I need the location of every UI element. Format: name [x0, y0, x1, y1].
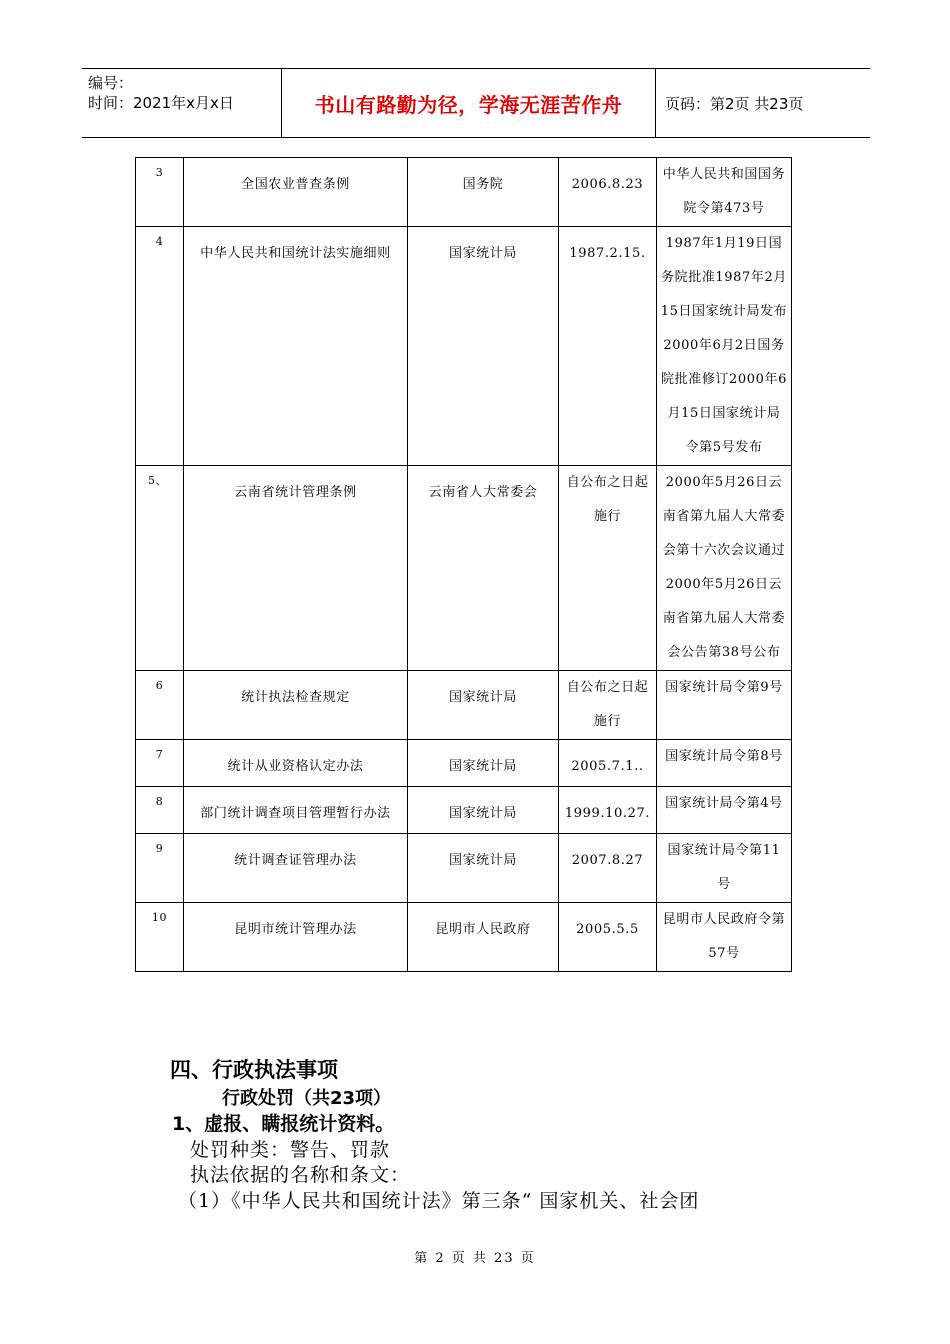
regulation-date	[559, 466, 657, 671]
regulation-date: 1999.10.27.	[559, 787, 657, 834]
regulation-issuer: 国务院	[408, 158, 559, 227]
table-row	[136, 227, 792, 466]
regulations-table	[135, 157, 792, 972]
document-number-label: 编号：	[88, 74, 134, 92]
regulation-issuer: 国家统计局	[408, 740, 559, 787]
note-line: 国家统计局令第8号	[665, 749, 783, 764]
row-number: 10	[136, 903, 184, 972]
regulation-note	[657, 787, 792, 834]
regulation-issuer: 国家统计局	[408, 834, 559, 903]
note-line: 务院批准1987年2月	[661, 270, 787, 285]
row-number: 3	[136, 158, 184, 227]
note-line: 月15日国家统计局	[667, 406, 781, 421]
table-row	[136, 903, 792, 972]
note-line: 院令第473号	[683, 201, 765, 216]
regulation-name: 统计从业资格认定办法	[184, 740, 408, 787]
regulation-name: 中华人民共和国统计法实施细则	[184, 227, 408, 466]
item-title: 1、虚报、瞒报统计资料。	[172, 1113, 395, 1135]
date-line: 自公布之日起	[566, 680, 649, 695]
note-line: 院批准修订2000年6	[661, 372, 787, 387]
note-line: 南省第九届人大常委	[662, 509, 786, 524]
row-number: 8	[136, 787, 184, 834]
regulation-name: 昆明市统计管理办法	[184, 903, 408, 972]
regulation-issuer: 国家统计局	[408, 227, 559, 466]
date-line: 施行	[593, 714, 622, 729]
row-number: 7	[136, 740, 184, 787]
regulation-name: 统计调查证管理办法	[184, 834, 408, 903]
table-row	[136, 740, 792, 787]
table-row	[136, 158, 792, 227]
regulation-note	[657, 466, 792, 671]
regulation-issuer: 国家统计局	[408, 787, 559, 834]
regulations-table-body	[136, 158, 792, 972]
table-row	[136, 671, 792, 740]
page-footer: 第 2 页 共 23 页	[414, 1251, 536, 1266]
header-meta	[82, 69, 282, 137]
note-line: 15日国家统计局发布	[660, 304, 788, 319]
note-line: 57号	[708, 946, 740, 961]
date-line: 自公布之日起	[566, 475, 649, 490]
penalty-type-text: 处罚种类：警告、罚款	[190, 1139, 391, 1161]
regulation-issuer: 国家统计局	[408, 671, 559, 740]
note-line: 会第十六次会议通过	[662, 543, 786, 558]
regulation-note	[657, 834, 792, 903]
table-row	[136, 787, 792, 834]
regulation-date	[559, 671, 657, 740]
regulation-note	[657, 903, 792, 972]
note-line: 国家统计局令第4号	[665, 796, 783, 811]
regulation-date: 2005.5.5	[559, 903, 657, 972]
row-number: 4	[136, 227, 184, 466]
note-line: 2000年5月26日云	[665, 577, 783, 592]
regulation-issuer: 云南省人大常委会	[408, 466, 559, 671]
row-number: 9	[136, 834, 184, 903]
note-line: 1987年1月19日国	[665, 236, 783, 251]
regulation-name: 部门统计调查项目管理暂行办法	[184, 787, 408, 834]
note-line: 国家统计局令第9号	[665, 680, 783, 695]
regulation-name: 云南省统计管理条例	[184, 466, 408, 671]
regulation-date: 1987.2.15.	[559, 227, 657, 466]
row-number: 6	[136, 671, 184, 740]
regulation-date: 2007.8.27	[559, 834, 657, 903]
table-row	[136, 834, 792, 903]
basis-label-text: 执法依据的名称和条文：	[190, 1164, 411, 1186]
regulation-date: 2005.7.1..	[559, 740, 657, 787]
note-line: 南省第九届人大常委	[662, 611, 786, 626]
header-motto: 书山有路勤为径，学海无涯苦作舟	[282, 69, 656, 137]
note-line: 2000年6月2日国务	[663, 338, 785, 353]
regulation-date: 2006.8.23	[559, 158, 657, 227]
note-line: 国家统计局令第11	[667, 843, 781, 858]
regulation-note	[657, 671, 792, 740]
section-subtitle: 行政处罚（共23项）	[222, 1088, 392, 1109]
table-row	[136, 466, 792, 671]
note-line: 令第5号发布	[685, 440, 763, 455]
regulation-name: 统计执法检查规定	[184, 671, 408, 740]
note-line: 昆明市人民政府令第	[662, 912, 786, 927]
clause-text: （1）《中华人民共和国统计法》第三条“ 国家机关、社会团	[178, 1190, 700, 1212]
date-line: 施行	[593, 509, 622, 524]
regulation-name: 全国农业普查条例	[184, 158, 408, 227]
note-line: 2000年5月26日云	[665, 475, 783, 490]
regulation-issuer: 昆明市人民政府	[408, 903, 559, 972]
regulation-note	[657, 227, 792, 466]
note-line: 号	[717, 877, 731, 892]
page-header	[82, 68, 870, 138]
regulation-note	[657, 158, 792, 227]
row-number: 5、	[136, 466, 184, 671]
header-page-number: 页码：第2页 共23页	[665, 94, 804, 113]
regulation-note	[657, 740, 792, 787]
note-line: 会公告第38号公布	[667, 645, 781, 660]
document-time-label: 时间：2021年x月x日	[88, 94, 234, 112]
section-title: 四、行政执法事项	[170, 1058, 338, 1082]
note-line: 中华人民共和国国务	[662, 167, 786, 182]
